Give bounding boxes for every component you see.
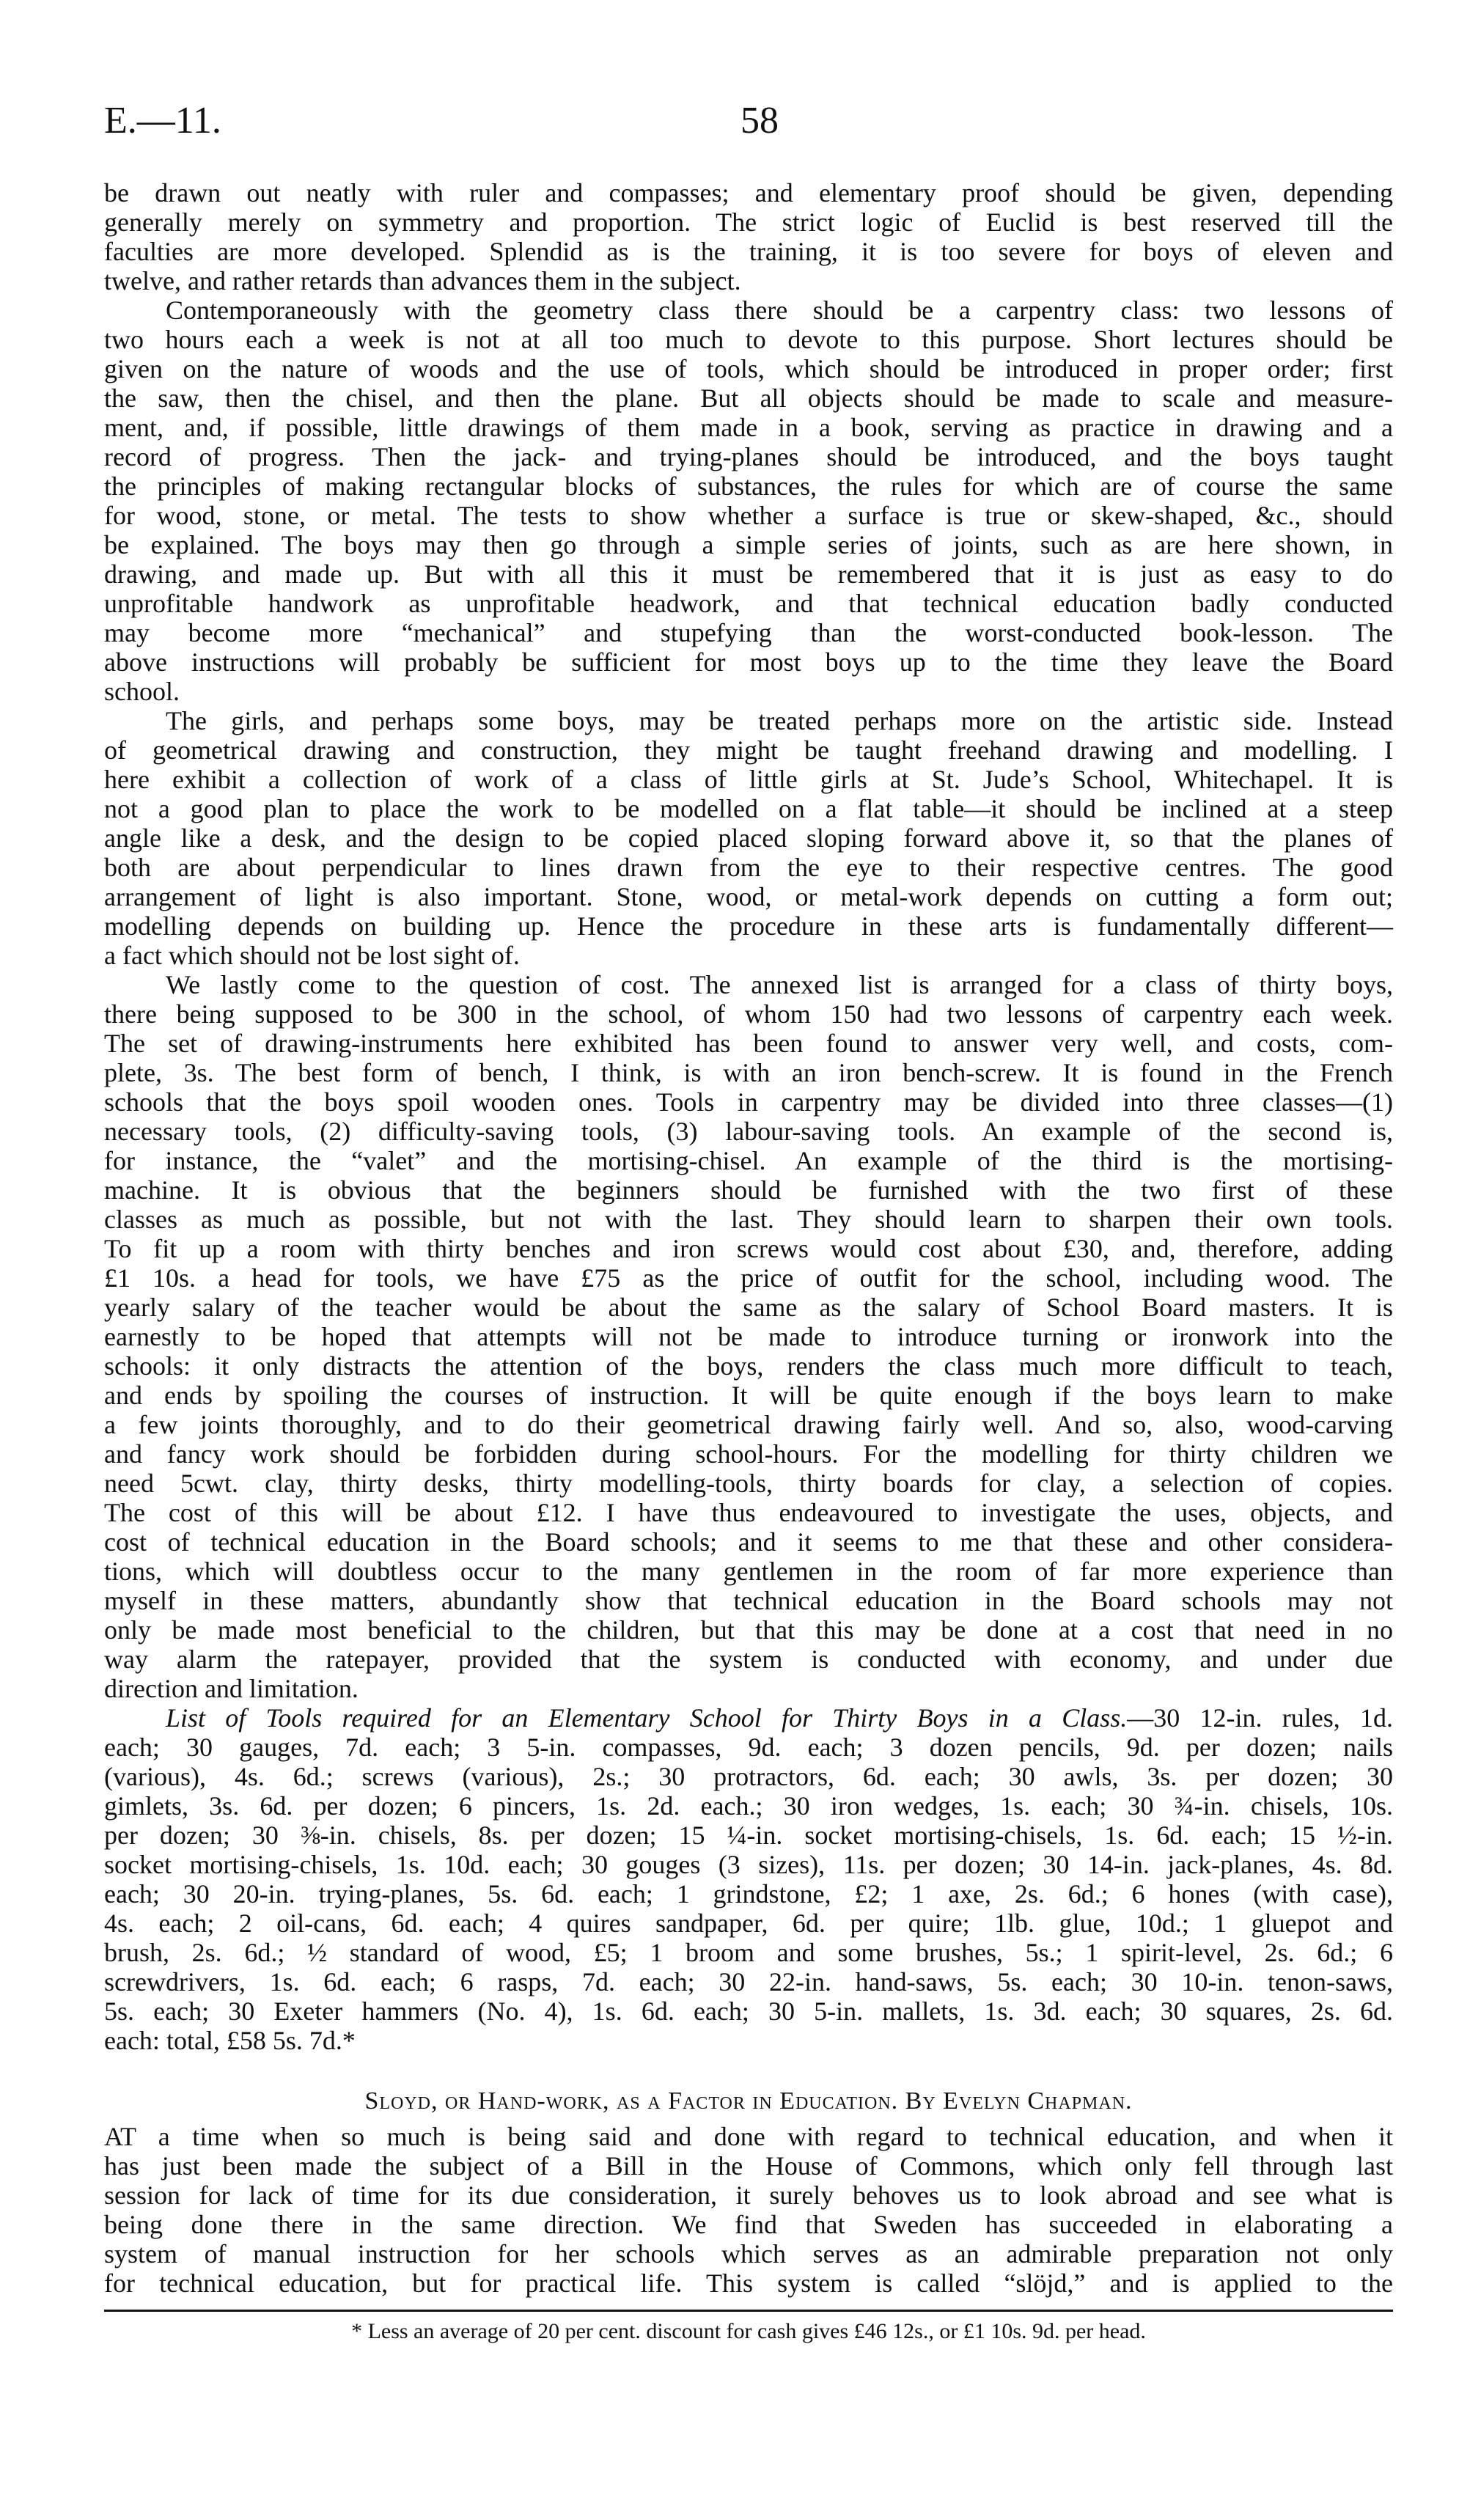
text-line: yearly salary of the teacher would be about the same as the salary of School Board masters. It is	[104, 1293, 1393, 1322]
text-line: 4s. each; 2 oil-cans, 6d. each; 4 quires sandpaper, 6d. per quire; 1lb. glue, 10d.; 1 gluepot and	[104, 1909, 1393, 1938]
text-line: To fit up a room with thirty benches and iron screws would cost about £30, and, therefore, adding	[104, 1234, 1393, 1263]
text-line: has just been made the subject of a Bill in the House of Commons, which only fell through last	[104, 2151, 1393, 2181]
section-heading: Sloyd, or Hand-work, as a Factor in Education. By Evelyn Chapman.	[364, 2087, 1133, 2115]
paragraph	[104, 706, 1393, 970]
text-line: being done there in the same direction. We find that Sweden has succeeded in elaborating a	[104, 2210, 1393, 2239]
text-line: generally merely on symmetry and proportion. The strict logic of Euclid is best reserved till the	[104, 207, 1393, 237]
tool-list-paragraph	[104, 1703, 1393, 2055]
text-line: modelling depends on building up. Hence the procedure in these arts is fundamentally different—	[104, 911, 1393, 941]
text-line: Contemporaneously with the geometry class there should be a carpentry class: two lessons of	[166, 295, 1393, 325]
text-line: each: total, £58 5s. 7d.*	[104, 2026, 356, 2055]
text-line: session for lack of time for its due consideration, it surely behoves us to look abroad and see what is	[104, 2181, 1393, 2210]
text-line: classes as much as possible, but not with the last. They should learn to sharpen their own tools.	[104, 1205, 1393, 1234]
text-line: for wood, stone, or metal. The tests to show whether a surface is true or skew-shaped, &c., should	[104, 501, 1393, 530]
text-line: a few joints thoroughly, and to do their geometrical drawing fairly well. And so, also, wood-carving	[104, 1410, 1393, 1439]
text-line: given on the nature of woods and the use of tools, which should be introduced in proper order; first	[104, 354, 1393, 383]
footnote: * Less an average of 20 per cent. discount for cash gives £46 12s., or £1 10s. 9d. per head.	[351, 2319, 1146, 2343]
text-line: record of progress. Then the jack- and trying-planes should be introduced, and the boys taught	[104, 442, 1393, 471]
text-line: twelve, and rather retards than advances them in the subject.	[104, 266, 741, 295]
text-line: unprofitable handwork as unprofitable headwork, and that technical education badly conducted	[104, 589, 1393, 618]
text-line: 5s. each; 30 Exeter hammers (No. 4), 1s. 6d. each; 30 5-in. mallets, 1s. 3d. each; 30 squares, 2s. 6d.	[104, 1996, 1393, 2026]
text-line: plete, 3s. The best form of bench, I think, is with an iron bench-screw. It is found in the French	[104, 1058, 1393, 1087]
tool-list-title: List of Tools required for an Elementary School for Thirty Boys in a Class.	[166, 1703, 1128, 1733]
text-line: schools: it only distracts the attention of the boys, renders the class much more difficult to teach,	[104, 1351, 1393, 1381]
text-line: screwdrivers, 1s. 6d. each; 6 rasps, 7d. each; 30 22-in. hand-saws, 5s. each; 30 10-in. tenon-saws,	[104, 1967, 1393, 1996]
text-line: necessary tools, (2) difficulty-saving tools, (3) labour-saving tools. An example of the second is,	[104, 1117, 1393, 1146]
text-line: schools that the boys spoil wooden ones. Tools in carpentry may be divided into three classes—(1)	[104, 1087, 1393, 1117]
text-line: faculties are more developed. Splendid as is the training, it is too severe for boys of eleven and	[104, 237, 1393, 266]
text-line: AT a time when so much is being said and done with regard to technical education, and when it	[104, 2122, 1393, 2151]
text-line: the saw, then the chisel, and then the plane. But all objects should be made to scale and measure-	[104, 383, 1393, 413]
text-line: and fancy work should be forbidden during school-hours. For the modelling for thirty children we	[104, 1439, 1393, 1469]
text-line: way alarm the ratepayer, provided that the system is conducted with economy, and under due	[104, 1645, 1393, 1674]
text-line: earnestly to be hoped that attempts will not be made to introduce turning or ironwork into the	[104, 1322, 1393, 1351]
text-line: gimlets, 3s. 6d. per dozen; 6 pincers, 1s. 2d. each.; 30 iron wedges, 1s. each; 30 ¾-in. chisels, 10s.	[104, 1791, 1393, 1821]
text-line: per dozen; 30 ⅜-in. chisels, 8s. per dozen; 15 ¼-in. socket mortising-chisels, 1s. 6d. each; 15 ½-in.	[104, 1821, 1393, 1850]
footnote-divider	[104, 2310, 1393, 2312]
text-line: myself in these matters, abundantly show that technical education in the Board schools may not	[104, 1586, 1393, 1615]
paragraph	[104, 295, 1393, 706]
text-line: machine. It is obvious that the beginners should be furnished with the two first of these	[104, 1175, 1393, 1205]
text-line: need 5cwt. clay, thirty desks, thirty modelling-tools, thirty boards for clay, a selection of copies.	[104, 1469, 1393, 1498]
text-line: be drawn out neatly with ruler and compasses; and elementary proof should be given, depending	[104, 178, 1393, 207]
page-number: 58	[740, 100, 779, 142]
text-line: £1 10s. a head for tools, we have £75 as the price of outfit for the school, including wood. The	[104, 1263, 1393, 1293]
text-line: here exhibit a collection of work of a class of little girls at St. Jude’s School, Whitechapel. It is	[104, 765, 1393, 794]
text-line: two hours each a week is not at all too much to devote to this purpose. Short lectures should be	[104, 325, 1393, 354]
text-line: each; 30 20-in. trying-planes, 5s. 6d. each; 1 grindstone, £2; 1 axe, 2s. 6d.; 6 hones (with case),	[104, 1879, 1393, 1909]
text-line: We lastly come to the question of cost. The annexed list is arranged for a class of thirty boys,	[166, 970, 1393, 999]
text-line: socket mortising-chisels, 1s. 10d. each; 30 gouges (3 sizes), 11s. per dozen; 30 14-in. jack-planes, 4s. 8d.	[104, 1850, 1393, 1879]
text-line: ment, and, if possible, little drawings of them made in a book, serving as practice in drawing and a	[104, 413, 1393, 442]
text-line	[104, 1703, 1393, 1733]
text-line: for technical education, but for practical life. This system is called “slöjd,” and is applied to the	[104, 2269, 1393, 2298]
text-line: tions, which will doubtless occur to the many gentlemen in the room of far more experience than	[104, 1557, 1393, 1586]
text-line: school.	[104, 677, 180, 706]
text-line: angle like a desk, and the design to be copied placed sloping forward above it, so that the planes of	[104, 823, 1393, 853]
text-line: drawing, and made up. But with all this it must be remembered that it is just as easy to do	[104, 559, 1393, 589]
text-line: there being supposed to be 300 in the school, of whom 150 had two lessons of carpentry each week.	[104, 999, 1393, 1029]
document-reference: E.—11.	[104, 100, 221, 142]
text-line: The set of drawing-instruments here exhibited has been found to answer very well, and costs, com-	[104, 1029, 1393, 1058]
text-line: only be made most beneficial to the children, but that this may be done at a cost that need in no	[104, 1615, 1393, 1645]
text-line: (various), 4s. 6d.; screws (various), 2s.; 30 protractors, 6d. each; 30 awls, 3s. per dozen; 30	[104, 1762, 1393, 1791]
tool-list-text: —30 12-in. rules, 1d.	[1127, 1703, 1393, 1733]
text-line: may become more “mechanical” and stupefying than the worst-conducted book-lesson. The	[104, 618, 1393, 647]
sloyd-text	[104, 2122, 1393, 2298]
text-line: and ends by spoiling the courses of instruction. It will be quite enough if the boys learn to make	[104, 1381, 1393, 1410]
paragraph	[104, 178, 1393, 295]
text-line: The cost of this will be about £12. I have thus endeavoured to investigate the uses, objects, and	[104, 1498, 1393, 1527]
text-line: the principles of making rectangular blocks of substances, the rules for which are of course the same	[104, 471, 1393, 501]
text-line: system of manual instruction for her schools which serves as an admirable preparation not only	[104, 2239, 1393, 2269]
text-line: direction and limitation.	[104, 1674, 359, 1703]
text-line: both are about perpendicular to lines drawn from the eye to their respective centres. The good	[104, 853, 1393, 882]
text-line: brush, 2s. 6d.; ½ standard of wood, £5; 1 broom and some brushes, 5s.; 1 spirit-level, 2s. 6d.; 6	[104, 1938, 1393, 1967]
text-line: cost of technical education in the Board schools; and it seems to me that these and other considera-	[104, 1527, 1393, 1557]
paragraph	[104, 970, 1393, 1703]
text-line: arrangement of light is also important. Stone, wood, or metal-work depends on cutting a form out;	[104, 882, 1393, 911]
text-line: a fact which should not be lost sight of.	[104, 941, 520, 970]
body-text	[104, 178, 1393, 2055]
text-line: of geometrical drawing and construction, they might be taught freehand drawing and modelling. I	[104, 735, 1393, 765]
text-line: not a good plan to place the work to be modelled on a flat table—it should be inclined at a steep	[104, 794, 1393, 823]
text-line: above instructions will probably be sufficient for most boys up to the time they leave the Board	[104, 647, 1393, 677]
text-line: for instance, the “valet” and the mortising-chisel. An example of the third is the mortising-	[104, 1146, 1393, 1175]
text-line: The girls, and perhaps some boys, may be treated perhaps more on the artistic side. Instead	[166, 706, 1393, 735]
text-line: each; 30 gauges, 7d. each; 3 5-in. compasses, 9d. each; 3 dozen pencils, 9d. per dozen; nails	[104, 1733, 1393, 1762]
text-line: be explained. The boys may then go through a simple series of joints, such as are here shown, in	[104, 530, 1393, 559]
